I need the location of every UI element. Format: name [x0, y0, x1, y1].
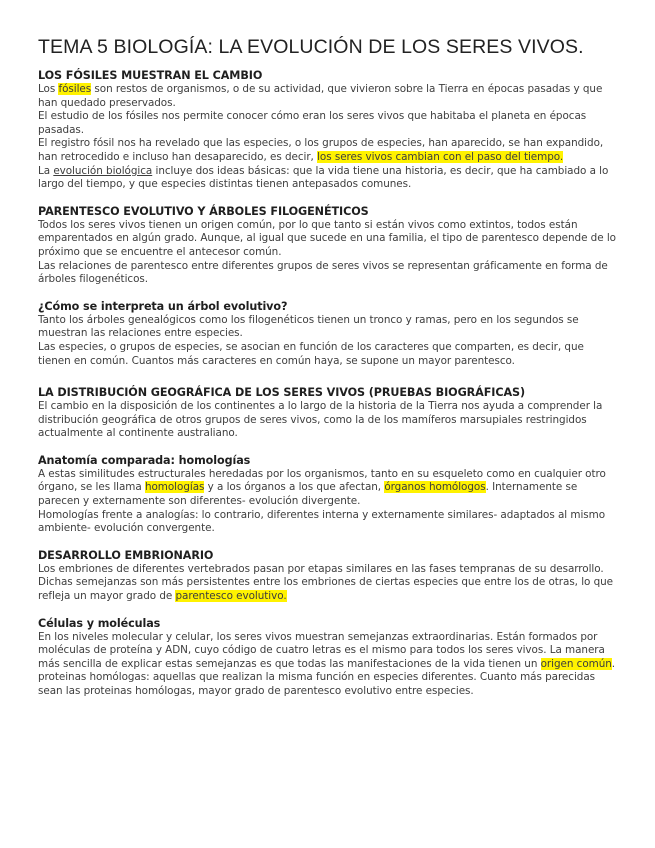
section-embryo: [38, 549, 619, 604]
highlight: homologías: [144, 481, 205, 494]
section-kinship: [38, 205, 619, 287]
section-heading: LA DISTRIBUCIÓN GEOGRÁFICA DE LOS SERES VIVOS (PRUEBAS BIOGRÁFICAS): [38, 386, 525, 400]
paragraph: El registro fósil nos ha revelado que las especies, o los grupos de especies, han aparecido, se han expandido, han retrocedido e incluso han desaparecido, es decir, los seres vivos cambian con el paso del tiempo.: [38, 137, 604, 163]
section-fossils: [38, 69, 619, 192]
section-heading: ¿Cómo se interpreta un árbol evolutivo?: [38, 299, 288, 313]
paragraph: Los embriones de diferentes vertebrados pasan por etapas similares en las fases tempranas de su desarrollo. Dichas semejanzas son más persistentes entre los embriones de ciertas especies que entre los de otras, lo que refleja un mayor grado de parentesco evolutivo.: [38, 562, 614, 603]
paragraph: Los fósiles son restos de organismos, o de su actividad, que vivieron sobre la Tierra en épocas pasadas y que han quedado preservados.: [38, 83, 603, 109]
paragraph: Todos los seres vivos tienen un origen común, por lo que tanto si están vivos como extintos, todos están emparentados en algún grado. Aunque, al igual que sucede en una familia, el tipo de parentesco depende de lo próximo que se encuentre el antecesor común.: [38, 218, 616, 258]
section-anatomy: [38, 454, 619, 536]
paragraph: El estudio de los fósiles nos permite conocer cómo eran los seres vivos que habitaba el planeta en épocas pasadas.: [38, 110, 587, 136]
highlight: origen común: [540, 657, 612, 670]
highlight: los seres vivos cambian con el paso del tiempo.: [317, 150, 564, 163]
section-cells: [38, 617, 619, 699]
section-heading: PARENTESCO EVOLUTIVO Y ÁRBOLES FILOGENÉTICOS: [38, 204, 369, 218]
section-heading: Células y moléculas: [38, 616, 161, 630]
paragraph: proteinas homólogas: aquellas que realizan la misma función en especies diferentes. Cuanto más parecidas sean las proteinas homólogas, mayor grado de parentesco evolutivo entre especies.: [38, 671, 596, 697]
section-heading: DESARROLLO EMBRIONARIO: [38, 548, 214, 562]
underlined-term: evolución biológica: [53, 164, 153, 177]
paragraph: La evolución biológica incluye dos ideas básicas: que la vida tiene una historia, es decir, que ha cambiado a lo largo del tiempo, y que especies distintas tienen antepasados comunes.: [38, 164, 609, 191]
paragraph: Tanto los árboles genealógicos como los filogenéticos tienen un tronco y ramas, pero en los segundos se muestran las relaciones entre especies.: [38, 313, 579, 340]
paragraph: Las relaciones de parentesco entre diferentes grupos de seres vivos se representan gráficamente en forma de árboles filogenéticos.: [38, 259, 608, 286]
paragraph: El cambio en la disposición de los continentes a lo largo de la historia de la Tierra nos ayuda a comprender la distribución geográfica de otros grupos de seres vivos, como la de los mamíferos marsupiales restringidos actualmente al continente australiano.: [38, 400, 603, 440]
page-title: TEMA 5 BIOLOGÍA: LA EVOLUCIÓN DE LOS SERES VIVOS.: [38, 36, 584, 58]
highlight: fósiles: [58, 83, 92, 95]
highlight: parentesco evolutivo.: [175, 590, 287, 603]
paragraph: Las especies, o grupos de especies, se asocian en función de los caracteres que comparten, es decir, que tienen en común. Cuantos más caracteres en común haya, se supone un mayor parentesco.: [38, 340, 584, 367]
highlight: órganos homólogos: [384, 481, 486, 494]
section-heading: Anatomía comparada: homologías: [38, 453, 251, 467]
paragraph: En los niveles molecular y celular, los seres vivos muestran semejanzas extraordinarias. Están formados por moléculas de proteína y ADN, cuyo código de cuatro letras es el mismo para todos los seres vivos. La manera más sencilla de explicar estas semejanzas es que todas las manifestaciones de la vida tienen un origen común.: [38, 630, 616, 670]
section-geography: [38, 386, 619, 441]
section-tree: [38, 300, 619, 368]
section-heading: LOS FÓSILES MUESTRAN EL CAMBIO: [38, 69, 263, 82]
paragraph: A estas similitudes estructurales heredadas por los organismos, tanto en su esqueleto como en cualquier otro órgano, se les llama homologías y a los órganos a los que afectan, órganos homólogos. Internamente se parecen y externamente son diferentes- evolución divergente.: [38, 467, 606, 508]
paragraph: Homologías frente a analogías: lo contrario, diferentes interna y externamente similares- adaptados al mismo ambiente- evolución convergente.: [38, 508, 606, 535]
